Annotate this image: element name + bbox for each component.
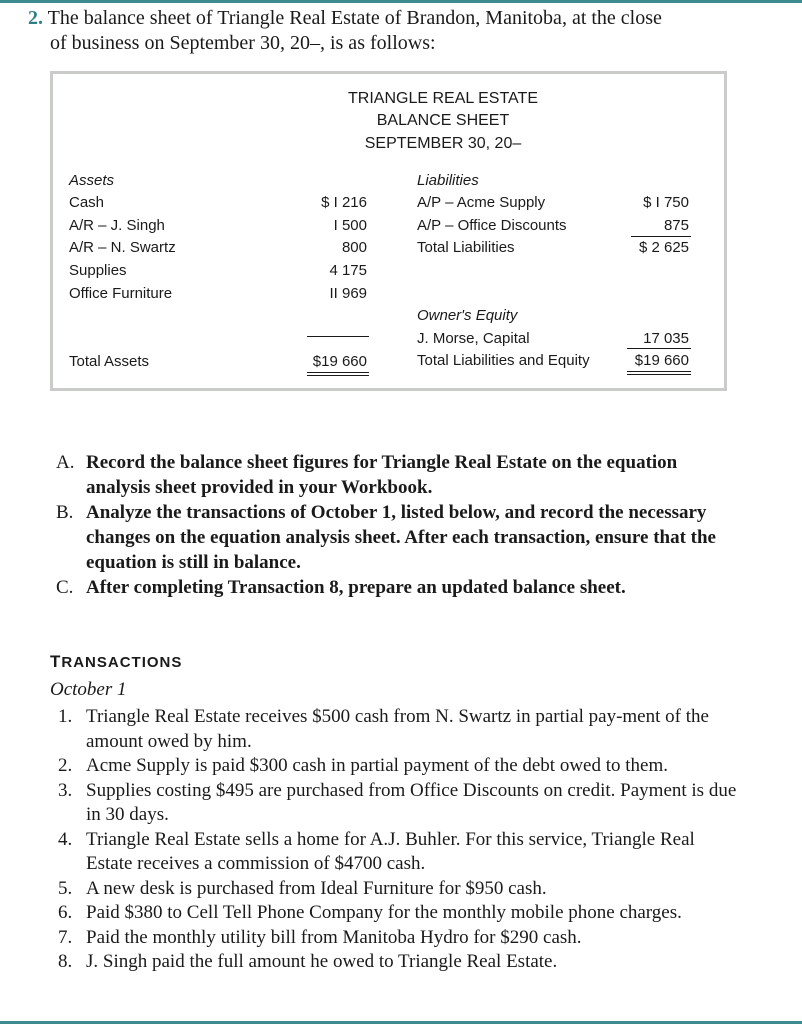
balance-sheet-title-1: TRIANGLE REAL ESTATE [348, 90, 538, 107]
instruction-letter: C. [56, 577, 74, 598]
balance-sheet-title-2: BALANCE SHEET [376, 112, 510, 129]
transaction-item: 2. Acme Supply is paid $300 cash in partial payment of the debt owed to them. [58, 755, 669, 776]
top-rule [0, 0, 802, 3]
instruction-item [56, 500, 736, 575]
asset-amount: 4 175 [329, 262, 367, 279]
asset-label: Office Furniture [69, 285, 173, 302]
transaction-date: October 1 [50, 679, 127, 700]
balance-sheet-frame [50, 71, 727, 391]
instruction-list [56, 450, 736, 600]
instruction-text: Analyze the transactions of October 1, listed below, and record the necessary changes on the equation analysis sheet. After each transaction, ensure that the equation is still in balance. [86, 502, 716, 573]
total-assets-double-rule-2 [307, 375, 369, 376]
asset-label: Cash [69, 194, 105, 211]
transaction-item: 3. Supplies costing $495 are purchased from Office Discounts on credit. Payment is due in 30 days. [58, 779, 737, 825]
liability-amount: $ I 750 [643, 194, 689, 211]
instruction-text: Record the balance sheet figures for Triangle Real Estate on the equation analysis sheet provided in your Workbook. [86, 452, 678, 498]
equity-heading: Owner's Equity [417, 307, 518, 324]
liabilities-heading: Liabilities [417, 172, 479, 189]
transaction-item: 6. Paid $380 to Cell Tell Phone Company for the monthly mobile phone charges. [58, 902, 682, 923]
transactions-heading: TRANSACTIONS [50, 652, 183, 671]
instruction-item [56, 450, 736, 500]
capital-label: J. Morse, Capital [417, 330, 530, 347]
total-liabilities-amount: $ 2 625 [638, 239, 689, 256]
asset-amount: I 500 [333, 217, 367, 234]
asset-label: A/R – J. Singh [69, 217, 165, 234]
asset-amount: 800 [341, 239, 367, 256]
problem-line-1: 2. The balance sheet of Triangle Real Estate of Brandon, Manitoba, at the close [28, 7, 662, 29]
total-le-double-rule-1 [627, 371, 691, 372]
liability-amount: 875 [663, 217, 689, 234]
problem-statement [28, 6, 768, 56]
assets-subtotal-rule [307, 336, 369, 337]
asset-label: A/R – N. Swartz [69, 239, 176, 256]
transaction-item: 8. J. Singh paid the full amount he owed to Triangle Real Estate. [58, 951, 558, 972]
problem-number: 2. [28, 7, 43, 29]
problem-line-2: of business on September 30, 20–, is as follows: [50, 32, 436, 54]
total-assets-label: Total Assets [69, 353, 150, 370]
asset-label: Supplies [69, 262, 127, 279]
instruction-letter: A. [56, 452, 75, 473]
transaction-list [58, 705, 738, 975]
instruction-letter: B. [56, 502, 74, 523]
instruction-item [56, 575, 736, 600]
transaction-item: 7. Paid the monthly utility bill from Manitoba Hydro for $290 cash. [58, 926, 582, 948]
transaction-item: 5. A new desk is purchased from Ideal Furniture for $950 cash. [58, 877, 547, 899]
total-le-double-rule-2 [627, 374, 691, 375]
instruction-text: After completing Transaction 8, prepare an updated balance sheet. [86, 577, 626, 598]
liability-label: A/P – Acme Supply [417, 194, 546, 211]
assets-heading: Assets [69, 172, 115, 189]
transaction-item: 4. Triangle Real Estate sells a home for A.J. Buhler. For this service, Triangle Real Estate receives a commission of $4700 cash. [58, 828, 695, 874]
liability-label: A/P – Office Discounts [417, 217, 567, 234]
total-assets-double-rule-1 [307, 372, 369, 373]
liabilities-subtotal-rule [631, 236, 691, 237]
total-le-label: Total Liabilities and Equity [417, 352, 590, 369]
asset-amount: II 969 [329, 285, 367, 302]
total-assets-amount: $19 660 [312, 353, 367, 370]
total-le-amount: $19 660 [634, 352, 689, 369]
total-liabilities-label: Total Liabilities [417, 239, 515, 256]
equity-subtotal-rule [627, 348, 691, 349]
balance-sheet-title-3: SEPTEMBER 30, 20– [364, 135, 522, 152]
transaction-item: 1. Triangle Real Estate receives $500 cash from N. Swartz in partial pay-ment of the amount owed by him. [58, 706, 709, 752]
capital-amount: 17 035 [643, 330, 689, 347]
asset-amount: $ I 216 [321, 194, 367, 211]
